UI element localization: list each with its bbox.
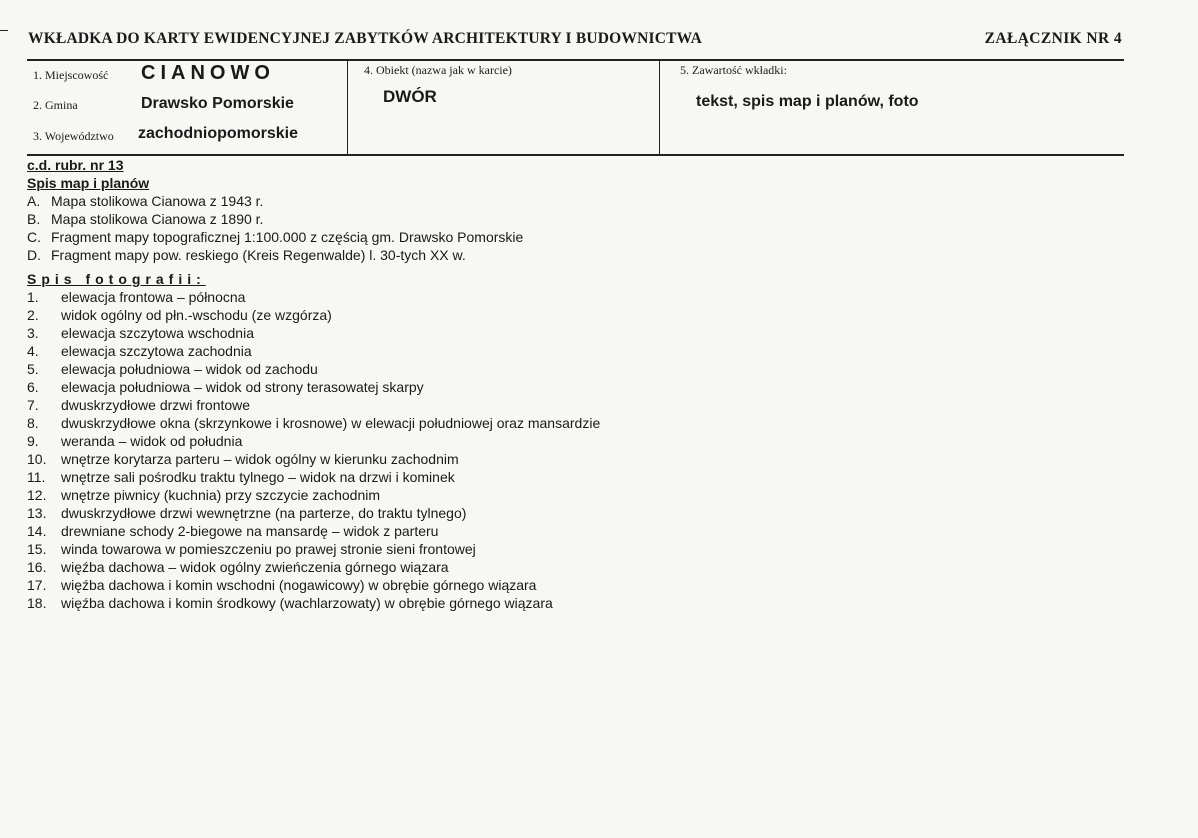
list-item <box>27 414 927 432</box>
maps-heading: Spis map i planów <box>27 175 150 191</box>
item-number: 9. <box>27 433 39 449</box>
item-number: B. <box>27 211 41 227</box>
item-text: wnętrze piwnicy (kuchnia) przy szczycie zachodnim <box>61 487 380 503</box>
photos-heading: Spis fotografii: <box>27 271 206 287</box>
item-number: 3. <box>27 325 39 341</box>
item-number: 11. <box>27 469 46 485</box>
item-text: Mapa stolikowa Cianowa z 1943 r. <box>51 193 264 209</box>
contents-label: 5. Zawartość wkładki: <box>680 63 787 77</box>
edge-tick <box>0 30 8 31</box>
list-item <box>27 486 927 504</box>
item-text: drewniane schody 2-biegowe na mansardę – widok z parteru <box>61 523 439 539</box>
list-item <box>27 576 927 594</box>
maps-list <box>27 192 927 264</box>
item-text: wnętrze sali pośrodku traktu tylnego – widok na drzwi i kominek <box>61 469 455 485</box>
list-item <box>27 450 927 468</box>
rubric-heading: c.d. rubr. nr 13 <box>27 157 124 173</box>
item-number: C. <box>27 229 41 245</box>
item-number: D. <box>27 247 41 263</box>
item-text: elewacja frontowa – północna <box>61 289 246 305</box>
column-divider-2 <box>659 60 660 155</box>
list-item <box>27 396 927 414</box>
item-text: elewacja szczytowa wschodnia <box>61 325 254 341</box>
item-number: 13. <box>27 505 47 521</box>
list-item <box>27 432 927 450</box>
list-item <box>27 246 927 264</box>
item-text: więźba dachowa – widok ogólny zwieńczenia górnego wiązara <box>61 559 449 575</box>
commune-label: 2. Gmina <box>33 98 78 112</box>
item-number: 5. <box>27 361 39 377</box>
item-number: 14. <box>27 523 47 539</box>
item-number: 15. <box>27 541 47 557</box>
list-item <box>27 540 927 558</box>
list-item <box>27 324 927 342</box>
item-number: 18. <box>27 595 47 611</box>
item-text: elewacja szczytowa zachodnia <box>61 343 252 359</box>
item-text: więźba dachowa i komin wschodni (nogawicowy) w obrębie górnego wiązara <box>61 577 537 593</box>
list-item <box>27 192 927 210</box>
list-item <box>27 378 927 396</box>
item-text: Mapa stolikowa Cianowa z 1890 r. <box>51 211 264 227</box>
item-number: 7. <box>27 397 39 413</box>
item-number: A. <box>27 193 41 209</box>
list-item <box>27 468 927 486</box>
item-number: 17. <box>27 577 47 593</box>
locality-label: 1. Miejscowość <box>33 68 109 82</box>
item-text: dwuskrzydłowe drzwi frontowe <box>61 397 251 413</box>
item-text: dwuskrzydłowe drzwi wewnętrzne (na parterze, do traktu tylnego) <box>61 505 467 521</box>
object-value: DWÓR <box>383 87 437 106</box>
item-number: 10. <box>27 451 47 467</box>
list-item <box>27 342 927 360</box>
photos-list <box>27 288 927 612</box>
item-number: 1. <box>27 289 39 305</box>
form-title: WKŁADKA DO KARTY EWIDENCYJNEJ ZABYTKÓW ARCHITEKTURY I BUDOWNICTWA <box>28 30 703 47</box>
header-top-rule <box>27 59 1124 61</box>
item-number: 2. <box>27 307 39 323</box>
item-text: Fragment mapy topograficznej 1:100.000 z częścią gm. Drawsko Pomorskie <box>51 229 524 245</box>
list-item <box>27 558 927 576</box>
item-number: 8. <box>27 415 39 431</box>
item-text: weranda – widok od południa <box>61 433 243 449</box>
annex-number: ZAŁĄCZNIK NR 4 <box>984 30 1122 47</box>
item-text: Fragment mapy pow. reskiego (Kreis Regenwalde) l. 30-tych XX w. <box>51 247 466 263</box>
list-item <box>27 228 927 246</box>
list-item <box>27 306 927 324</box>
commune-value: Drawsko Pomorskie <box>141 95 294 112</box>
item-text: widok ogólny od płn.-wschodu (ze wzgórza) <box>61 307 332 323</box>
item-text: winda towarowa w pomieszczeniu po prawej stronie sieni frontowej <box>61 541 476 557</box>
voivodeship-label: 3. Województwo <box>33 129 114 143</box>
list-item <box>27 210 927 228</box>
contents-value: tekst, spis map i planów, foto <box>696 93 919 110</box>
column-divider-1 <box>347 60 348 155</box>
item-number: 4. <box>27 343 39 359</box>
voivodeship-value: zachodniopomorskie <box>138 125 299 142</box>
item-number: 6. <box>27 379 39 395</box>
item-number: 16. <box>27 559 47 575</box>
item-number: 12. <box>27 487 47 503</box>
item-text: dwuskrzydłowe okna (skrzynkowe i krosnowe) w elewacji południowej oraz mansardzie <box>61 415 601 431</box>
locality-value: CIANOWO <box>141 62 275 84</box>
item-text: elewacja południowa – widok od strony terasowatej skarpy <box>61 379 424 395</box>
list-item <box>27 522 927 540</box>
list-item <box>27 288 927 306</box>
list-item <box>27 594 927 612</box>
item-text: wnętrze korytarza parteru – widok ogólny w kierunku zachodnim <box>61 451 459 467</box>
item-text: więźba dachowa i komin środkowy (wachlarzowaty) w obrębie górnego wiązara <box>61 595 553 611</box>
insert-content <box>27 156 927 612</box>
list-item <box>27 360 927 378</box>
object-label: 4. Obiekt (nazwa jak w karcie) <box>364 63 512 77</box>
item-text: elewacja południowa – widok od zachodu <box>61 361 318 377</box>
list-item <box>27 504 927 522</box>
